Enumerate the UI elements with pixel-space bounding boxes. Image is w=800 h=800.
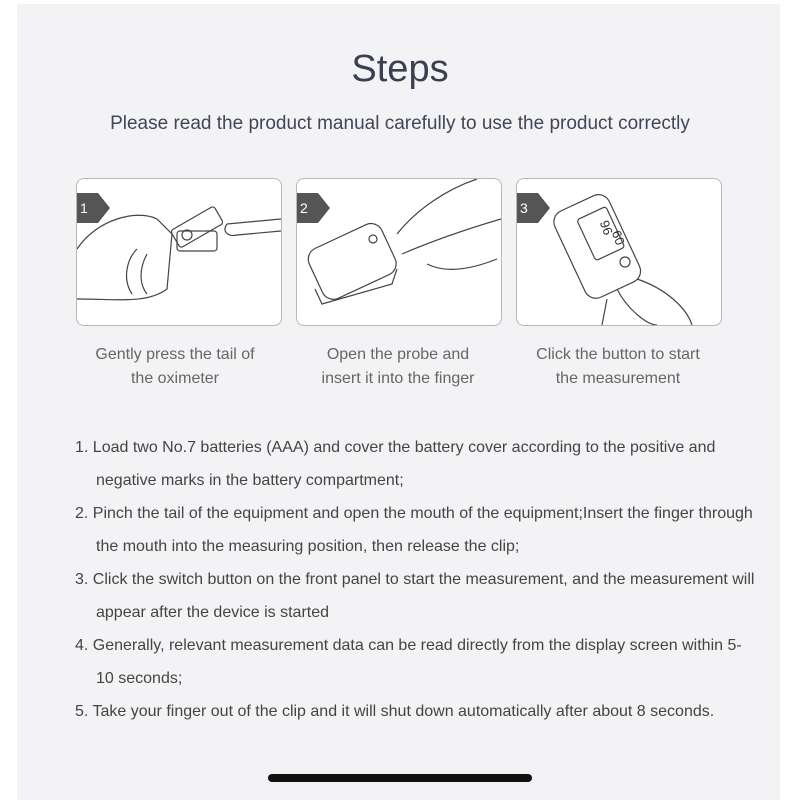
step-2-illustration [296,178,502,326]
page-subtitle: Please read the product manual carefully to use the product correctly [110,113,690,134]
instruction-item: 3. Click the switch button on the front panel to start the measurement, and the measurement will appear after the device is started [75,571,755,621]
step-number-badge: 2 [297,193,318,223]
page-title: Steps [351,48,449,90]
step-2-caption: Open the probe and insert it into the finger [321,346,475,387]
instruction-list [75,431,755,728]
step-number-badge: 1 [77,193,98,223]
step-3-caption: Click the button to start the measurement [536,346,700,387]
instruction-item: 2. Pinch the tail of the equipment and open the mouth of the equipment;Insert the finger through the mouth into the measuring position, then release the clip; [75,505,753,555]
instruction-item: 4. Generally, relevant measurement data can be read directly from the display screen within 5-10 seconds; [75,637,742,687]
svg-text:96: 96 [596,218,616,238]
instruction-item: 1. Load two No.7 batteries (AAA) and cover the battery cover according to the positive and negative marks in the battery compartment; [75,439,716,489]
step-1-illustration [76,178,282,326]
step-1-caption: Gently press the tail of the oximeter [95,346,255,387]
step-number-badge: 3 [517,193,538,223]
step-3-illustration [516,178,722,326]
svg-text:60: 60 [608,228,628,248]
instruction-item: 5. Take your finger out of the clip and it will shut down automatically after about 8 seconds. [75,703,715,720]
home-indicator[interactable] [268,774,532,782]
